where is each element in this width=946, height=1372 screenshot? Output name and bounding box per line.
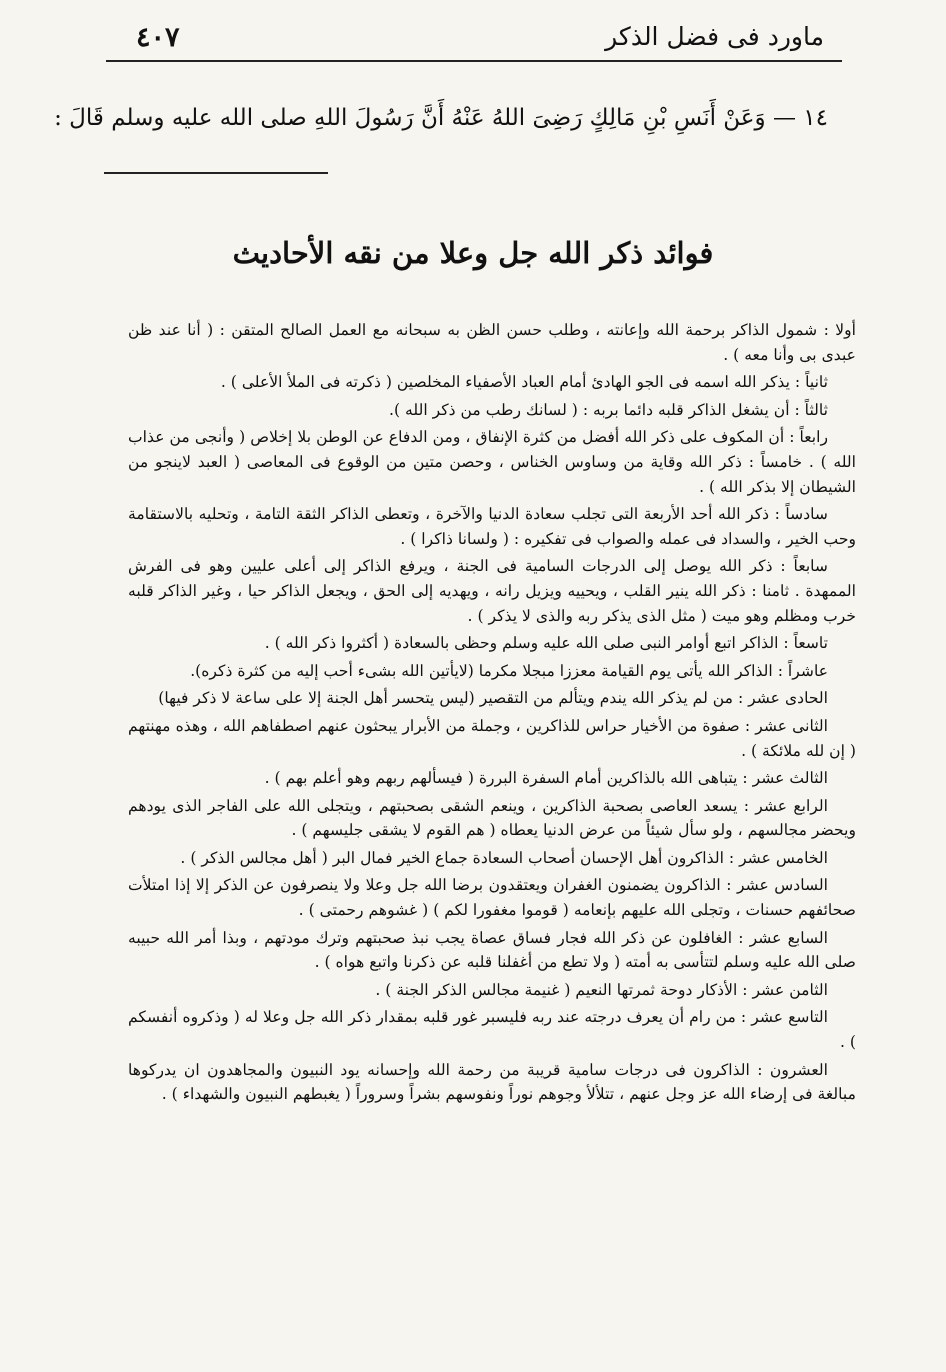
page-number: ٤٠٧ [136, 22, 180, 53]
benefit-10: عاشراً : الذاكر الله يأتى يوم القيامة معززا مبجلا مكرما (لايأتين الله بشىء أحب إليه من كثرة ذكره). [190, 661, 828, 680]
running-title: ماورد فى فضل الذكر [605, 22, 824, 51]
benefit-13: الثالث عشر : يتباهى الله بالذاكرين أمام السفرة البررة ( فيسألهم ربهم وهو أعلم بهم ) . [264, 769, 828, 788]
benefit-20: العشرون : الذاكرون فى درجات سامية قريبة من رحمة الله وإحسانه يود النبيون والمجاهدون ان يدركوها مبالغة فى إرضاء الله عز وجل عنهم ، تتلألأ وجوهم نوراً ونفوسهم بشراً وسروراً ( يغبطهم النبيون والشهداء ) . [128, 1060, 856, 1104]
benefit-12: الثانى عشر : صفوة من الأخيار حراس للذاكرين ، وجملة من الأبرار يبحثون عنهم اصطفاهم الله ، وهذه مهنتهم ( إن لله ملائكة ) . [128, 716, 856, 760]
benefit-7-8: سابعاً : ذكر الله يوصل إلى الدرجات السامية فى الجنة ، ويرفع الذاكر إلى أعلى عليين وهو فى الفرش الممهدة . ثامنا : ذكر الله ينير القلب ، ويحييه ويزيل رانه ، ويهديه إلى الحق ، ويجعل الذاكر حيا ، وغير الذاكر قلبه خرب ومظلم وهو ميت ( مثل الذى يذكر ربه والذى لا يذكر ) . [128, 557, 856, 625]
benefit-3: ثالثاً : أن يشغل الذاكر قلبه دائما بربه : ( لسانك رطب من ذكر الله ). [389, 400, 828, 419]
benefit-15: الخامس عشر : الذاكرون أهل الإحسان أصحاب السعادة جماع الخير فمال البر ( أهل مجالس الذكر ) . [180, 848, 828, 867]
benefit-16: السادس عشر : الذاكرون يضمنون الغفران ويعتقدون برضا الله جل وعلا ولا ينصرفون عن الذكر إلا إذا امتلأت صحائفهم حسنات ، وتجلى الله عليهم بإنعامه ( قوموا مغفورا لكم ) ( غشوهم رحمتى ) . [128, 876, 856, 920]
benefit-17: السابع عشر : الغافلون عن ذكر الله فجار فساق عصاة يجب نبذ صحبتهم وترك مودتهم ، وبذا أمر الله حبيبه صلى الله عليه وسلم لتتأسى به أمته ( ولا تطع من أغفلنا قلبه عن ذكرنا واتبع هواه ) . [128, 928, 856, 972]
hadith-line [54, 98, 828, 138]
benefit-2: ثانياً : يذكر الله اسمه فى الجو الهادئ أمام العباد الأصفياء المخلصين ( ذكرته فى الملأ الأعلى ) . [220, 373, 828, 392]
benefit-11: الحادى عشر : من لم يذكر الله يندم ويتألم من التقصير (ليس يتحسر أهل الجنة إلا على ساعة لا ذكر فيها) [158, 689, 828, 708]
benefit-14: الرابع عشر : يسعد العاصى بصحبة الذاكرين ، وينعم الشقى بصحبتهم ، ويتجلى الله على الفاجر الذى يودهم ويحضر مجالسهم ، ولو سأل شيئاً من عرض الدنيا يعطاه ( هم القوم لا يشقى جليسهم ) . [128, 796, 856, 840]
page-header [106, 16, 842, 62]
benefit-6: سادساً : ذكر الله أحد الأربعة التى تجلب سعادة الدنيا والآخرة ، وتعطى الذاكر الثقة التامة ، وتحليه بالاستقامة وحب الخير ، والسداد فى عمله والصواب فى تفكيره : ( ولسانا ذاكرا ) . [128, 505, 856, 548]
hadith-number: ١٤ — [772, 105, 828, 131]
benefit-1: أولا : شمول الذاكر برحمة الله وإعانته ، وطلب حسن الظن به سبحانه مع العمل الصالح المتقن : ( أنا عند ظن عبدى بى وأنا معه ) . [128, 321, 856, 364]
benefit-4-5: رابعاً : أن المكوف على ذكر الله أفضل من كثرة الإنفاق ، ومن الدفاع عن الوطن بلا إخلاص ( وأنجى من عذاب الله ) . خامساً : ذكر الله وقاية من وساوس الخناس ، وحصن متين من الوقوع فى المعاصى ( العبد لاينجو من الشيطان إلا بذكر الله ) . [128, 428, 856, 496]
hadith-rule [104, 172, 328, 174]
section-title: فوائد ذكر الله جل وعلا من نقه الأحاديث [232, 236, 714, 270]
benefit-19: التاسع عشر : من رام أن يعرف درجته عند ربه فليسبر غور قلبه بمقدار ذكر الله جل وعلا له ( وذكروه أنفسكم ) . [128, 1008, 856, 1052]
benefit-18: الثامن عشر : الأذكار دوحة ثمرتها النعيم ( غنيمة مجالس الذكر الجنة ) . [375, 980, 828, 999]
header-rule [106, 60, 842, 62]
hadith-text: وَعَنْ أَنَسِ بْنِ مَالِكٍ رَضِىَ اللهُ عَنْهُ أَنَّ رَسُولَ اللهِ صلى الله عليه وسلم قَالَ : [54, 105, 766, 131]
benefits-list [128, 318, 856, 1110]
benefit-9: تاسعاً : الذاكر اتبع أوامر النبى صلى الله عليه وسلم وحظى بالسعادة ( أكثروا ذكر الله ) . [264, 634, 828, 653]
